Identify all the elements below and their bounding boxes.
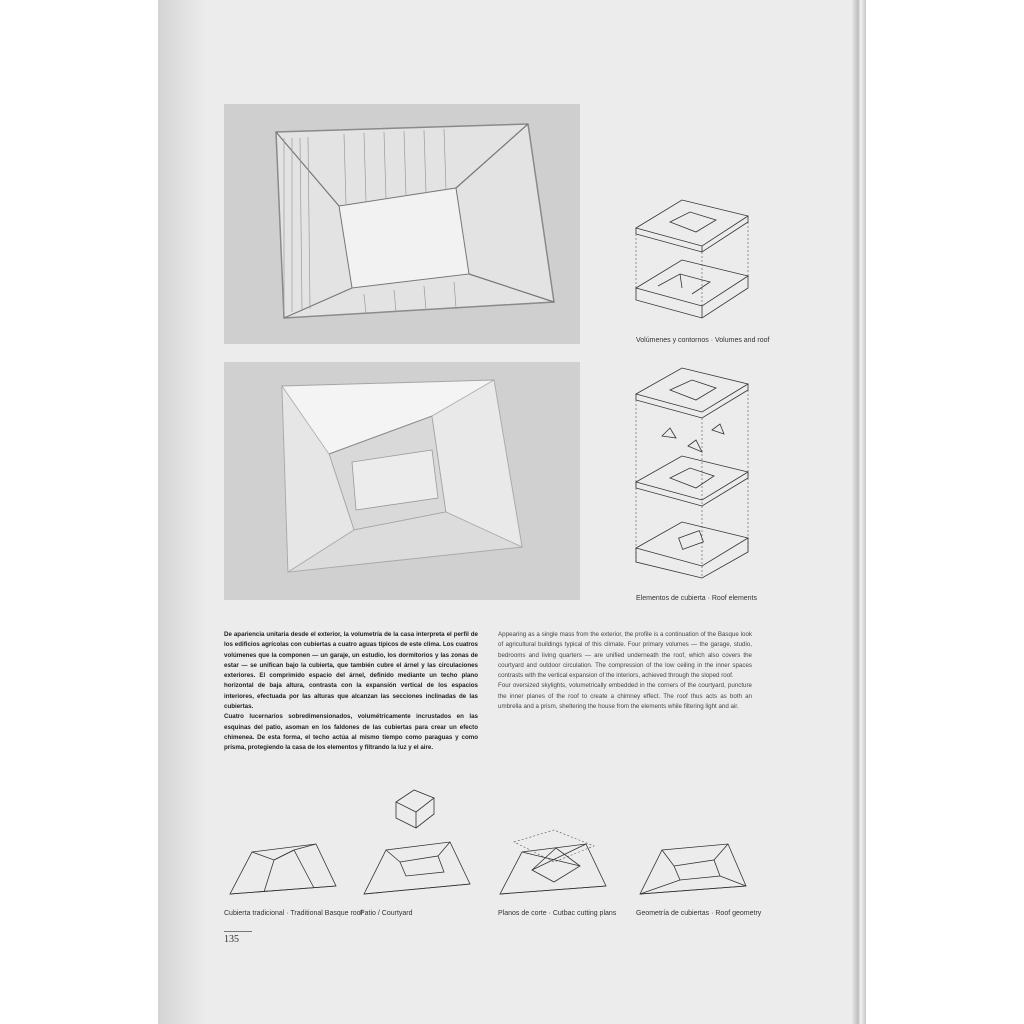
caption-roof-geometry: Geometría de cubiertas · Roof geometry — [636, 910, 762, 917]
page-number: 135 — [224, 934, 239, 945]
model-photo-structure — [224, 104, 580, 344]
caption-volumes: Volúmenes y contornos · Volumes and roof — [636, 337, 770, 344]
caption-traditional-roof: Cubierta tradicional · Traditional Basque roof — [224, 910, 363, 917]
courtyard-diagram — [358, 786, 476, 900]
caption-roof-elements: Elementos de cubierta · Roof elements — [636, 595, 758, 602]
paragraph-en-1: Appearing as a single mass from the exterior, the profile is a continuation of the Basque look of agricultural buildings typical of this climate. Four primary volumes — the garage, studio, bedrooms and living quarters — are unified underneath the roof, which also covers the courtyard and outdoor circulation. The compression of the low ceiling in the inner spaces contrasts with the vertical expansion of the interiors, achieved through the sloped roof. — [498, 631, 752, 680]
cutting-planes-diagram — [494, 826, 612, 900]
model-photo-roof — [224, 362, 580, 600]
paragraph-en-2: Four oversized skylights, volumetrically embedded in the corners of the courtyard, puncture the inner planes of the roof to create a chimney effect. The roof thus acts as both an umbrella and a prism, sheltering the house from the elements while filtering light and air. — [498, 682, 752, 711]
body-text-english — [498, 630, 752, 712]
traditional-roof-diagram — [224, 836, 342, 900]
body-text-spanish — [224, 630, 478, 754]
page-number-rule — [224, 931, 252, 932]
structure-model-icon — [224, 104, 580, 344]
caption-courtyard: Patio / Courtyard — [360, 910, 413, 917]
roof-geometry-diagram — [634, 836, 752, 900]
volumes-diagram — [630, 188, 754, 338]
page-gutter-shadow — [158, 0, 206, 1024]
book-spine-edge — [852, 0, 866, 1024]
roof-elements-diagram — [630, 364, 754, 586]
roof-model-icon — [224, 362, 580, 600]
paragraph-es-1: De apariencia unitaria desde el exterior, la volumetría de la casa interpreta el perfil de los edificios agrícolas con cubiertas a cuatro aguas típicos de este clima. Los cuatros volúmenes que la componen — un garaje, un estudio, los dormitorios y las zonas de estar — se unifican bajo la cubierta, que también cubre el árnel y las circulaciones exteriores. El comprimido espacio del árnel, definido mediante un techo plano horizontal de baja altura, contrasta con la expansión vertical de los espacios interiores, efectuada por las alturas que alcanzan las secciones inclinadas de las cubiertas. — [224, 631, 478, 711]
paragraph-es-2: Cuatro lucernarios sobredimensionados, volumétricamente incrustados en las esquinas del patio, asoman en los faldones de las cubiertas para crear un efecto chimenea. De esta forma, el techo actúa al mismo tiempo como paraguas y como prisma, protegiendo la casa de los elementos y filtrando la luz y el aire. — [224, 713, 478, 752]
caption-cutting-planes: Planos de corte · Cutbac cutting plans — [498, 910, 617, 917]
